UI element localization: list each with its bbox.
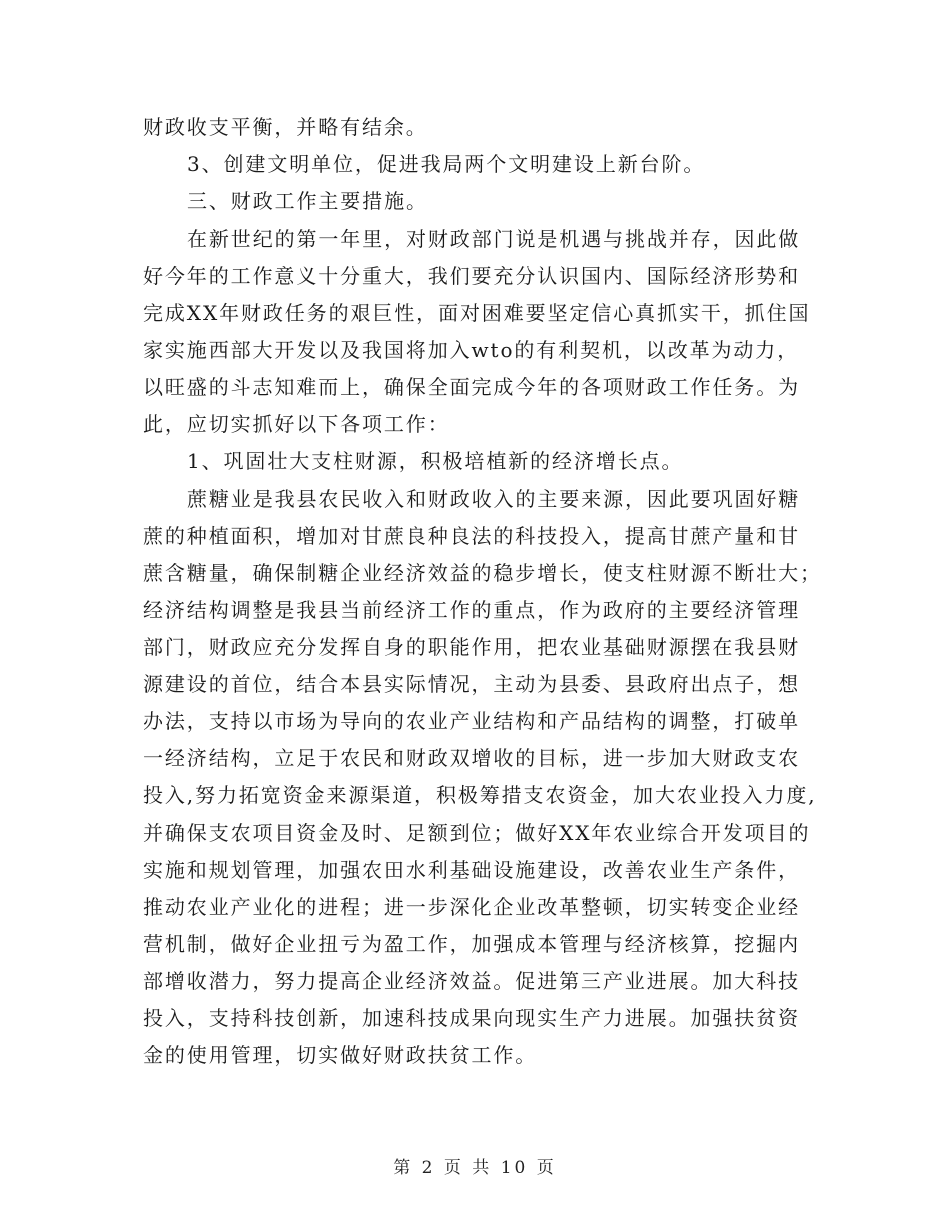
- text-line: 财政收支平衡，并略有结余。: [143, 115, 428, 139]
- text-line: 完成XX年财政任务的艰巨性，面对困难要坚定信心真抓实干，抓住国: [143, 301, 811, 325]
- text-line: 投入,努力拓宽资金来源渠道，积极筹措支农资金，加大农业投入力度,: [143, 783, 817, 807]
- text-line: 蔗的种植面积，增加对甘蔗良种良法的科技投入，提高甘蔗产量和甘: [143, 524, 800, 548]
- text-line: 投入，支持科技创新，加速科技成果向现实生产力进展。加强扶贫资: [143, 1006, 800, 1030]
- text-line: 以旺盛的斗志知难而上，确保全面完成今年的各项财政工作任务。为: [143, 375, 800, 399]
- list-item-heading: 1、巩固壮大支柱财源，积极培植新的经济增长点。: [187, 449, 684, 473]
- text-line: 部增收潜力，努力提高企业经济效益。促进第三产业进展。加大科技: [143, 969, 800, 993]
- text-line: 蔗含糖量，确保制糖企业经济效益的稳步增长，使支柱财源不断壮大；: [143, 561, 822, 585]
- text-line: 经济结构调整是我县当前经济工作的重点，作为政府的主要经济管理: [143, 598, 800, 622]
- text-line: 实施和规划管理，加强农田水利基础设施建设，改善农业生产条件，: [143, 858, 800, 882]
- text-line: 并确保支农项目资金及时、足额到位；做好XX年农业综合开发项目的: [143, 821, 811, 845]
- paragraph-first-line: 在新世纪的第一年里，对财政部门说是机遇与挑战并存，因此做: [187, 227, 801, 251]
- text-line: 金的使用管理，切实做好财政扶贫工作。: [143, 1043, 538, 1067]
- page-number-footer: 第 2 页 共 10 页: [393, 1158, 557, 1178]
- text-line: 部门，财政应充分发挥自身的职能作用，把农业基础财源摆在我县财: [143, 635, 800, 659]
- text-line: 办法，支持以市场为导向的农业产业结构和产品结构的调整，打破单: [143, 709, 800, 733]
- paragraph-first-line: 蔗糖业是我县农民收入和财政收入的主要来源，因此要巩固好糖: [187, 487, 801, 511]
- text-line: 好今年的工作意义十分重大，我们要充分认识国内、国际经济形势和: [143, 264, 800, 288]
- text-line: 一经济结构，立足于农民和财政双增收的目标，进一步加大财政支农: [143, 746, 800, 770]
- text-line: 家实施西部大开发以及我国将加入wto的有利契机，以改革为动力，: [143, 338, 800, 362]
- list-item-heading: 3、创建文明单位，促进我局两个文明建设上新台阶。: [187, 152, 706, 176]
- text-line: 此，应切实抓好以下各项工作：: [143, 412, 450, 436]
- text-line: 营机制，做好企业扭亏为盈工作，加强成本管理与经济核算，挖掘内: [143, 932, 800, 956]
- text-line: 源建设的首位，结合本县实际情况，主动为县委、县政府出点子，想: [143, 672, 800, 696]
- section-heading: 三、财政工作主要措施。: [187, 189, 428, 213]
- text-line: 推动农业产业化的进程；进一步深化企业改革整顿，切实转变企业经: [143, 895, 800, 919]
